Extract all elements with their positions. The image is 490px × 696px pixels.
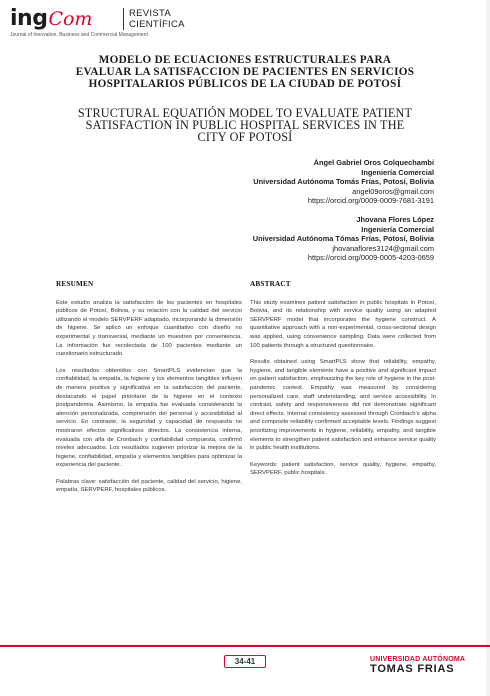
title-es-line2: EVALUAR LA SATISFACCION DE PACIENTES EN SERVICIOS — [75, 66, 415, 78]
header-divider — [123, 8, 124, 30]
revista-line1: REVISTA — [129, 8, 172, 19]
revista-line2: CIENTÍFICA — [129, 19, 185, 30]
author-career: Ingeniería Comercial — [361, 167, 434, 177]
journal-logo — [10, 6, 92, 32]
journal-tagline: Journal of Innovation, Business and Commercial Management — [10, 32, 148, 38]
author-name: Jhovana Flores López — [356, 214, 434, 224]
journal-header — [10, 6, 310, 46]
university-line1: UNIVERSIDAD AUTÓNOMA — [370, 656, 466, 663]
author-1 — [114, 158, 434, 206]
title-en-line1: STRUCTURAL EQUATIÓN MODEL TO EVALUATE PATIENT — [77, 106, 413, 120]
author-email[interactable]: angel09oros@gmail.com — [352, 186, 434, 196]
author-orcid[interactable]: https://orcid.org/0009-0009-7681-3191 — [307, 196, 434, 206]
logo-ing-text: ing — [10, 6, 48, 31]
page-edge — [486, 0, 490, 696]
author-university: Universidad Autónoma Tómas Frías, Potosí, Bolivia — [252, 234, 434, 244]
logo-com-text: Com — [48, 8, 93, 30]
resumen-heading: RESUMEN — [56, 280, 94, 288]
university-line2: TOMAS FRIAS — [370, 663, 455, 675]
title-en-line2: SATISFACTION IN PUBLIC HOSPITAL SERVICES IN THE — [85, 118, 405, 132]
author-2 — [114, 215, 434, 263]
resumen-column — [56, 280, 242, 503]
author-list — [114, 158, 434, 272]
title-en-line3: CITY OF POTOSÍ — [197, 130, 293, 144]
resumen-keywords: Palabras clave: satisfacción del paciente, calidad del servicio, higiene, empatía, SERVPERF, hospitales públicos. — [56, 478, 242, 494]
abstract-paragraph-1: This study examines patient satisfaction in public hospitals in Potosí, Bolivia, and its relationship with service quality using an adapted SERVPERF model that incorporates the hygiene construct. A quantitative approach with a non-experimental, cross-sectional design was applied, using convenience sampling. Data were collected from 100 patients through a structured questionnaire. — [250, 299, 436, 349]
author-name: Ángel Gabriel Oros Colquechambi — [313, 158, 434, 167]
resumen-paragraph-2: Los resultados obtenidos con SmartPLS evidencian que la confiabilidad, la empatía, la higiene y los elementos tangibles influyen de manera positiva y significativa en la satisfacción del paciente, destacando el papel prioritario de la higiene en el contexto postpandemia. Asimismo, la empatía fue evaluada considerando la atención personalizada, comprensión del personal y accesibilidad al servicio. En contraste, la seguridad y capacidad de respuesta no mostraron efectos significativos directos. La consistencia interna, evaluada con alfa de Cronbach y confiabilidad compuesta, confirmó niveles adecuados. Los resultados sugieren priorizar la mejora de la higiene, confiabilidad, empatía y elementos tangibles para optimizar la experiencia del paciente. — [56, 367, 242, 469]
author-university: Universidad Autónoma Tomás Frías, Potosí, Bolivia — [253, 177, 434, 187]
resumen-paragraph-1: Este estudio analiza la satisfacción de los pacientes en hospitales públicos de Potosí, Bolivia, y su relación con la calidad del servicio utilizando el modelo SERVPERF adaptado, incorporando la dimensión de higiene. Se aplicó un enfoque cuantitativo con diseño no experimental y transversal, mediante un muestreo por conveniencia. La información fue recolectada de 100 pacientes mediante un cuestionario estructurado. — [56, 299, 242, 358]
abstract-heading: ABSTRACT — [250, 280, 291, 288]
title-english — [40, 107, 450, 143]
abstract-keywords: Keywords: patient satisfaction, service quality, hygiene, empathy, SERVPERF, public hospitals. — [250, 461, 436, 477]
title-es-line1: MODELO DE ECUACIONES ESTRUCTURALES PARA — [98, 54, 392, 66]
author-email[interactable]: jhovanaflores3124@gmail.com — [332, 243, 434, 253]
abstract-paragraph-2: Results obtained using SmartPLS show that reliability, empathy, hygiene, and tangible elements have a positive and significant impact on patient satisfaction, emphasizing the key role of hygiene in the post-pandemic context. Empathy was measured by considering personalized care, staff understanding, and service accessibility. In contrast, safety and responsiveness did not demonstrate significant direct effects. Internal consistency assessed through Cronbach’s alpha and composite reliability confirmed acceptable levels. Findings suggest prioritizing improvements in hygiene, reliability, empathy, and tangible elements to strengthen patient satisfaction and enhance service quality in public health institutions. — [250, 359, 436, 452]
page-range: 34-41 — [224, 655, 266, 668]
author-career: Ingeniería Comercial — [361, 224, 434, 234]
revista-label — [129, 8, 185, 30]
footer-rule — [0, 645, 490, 647]
title-spanish — [40, 54, 450, 90]
abstract-column — [250, 280, 436, 486]
author-orcid[interactable]: https://orcid.org/0009-0005-4203-0659 — [307, 253, 434, 263]
university-logo — [370, 656, 480, 676]
title-es-line3: HOSPITALARIOS PÚBLICOS DE LA CIUDAD DE POTOSÍ — [88, 78, 402, 90]
